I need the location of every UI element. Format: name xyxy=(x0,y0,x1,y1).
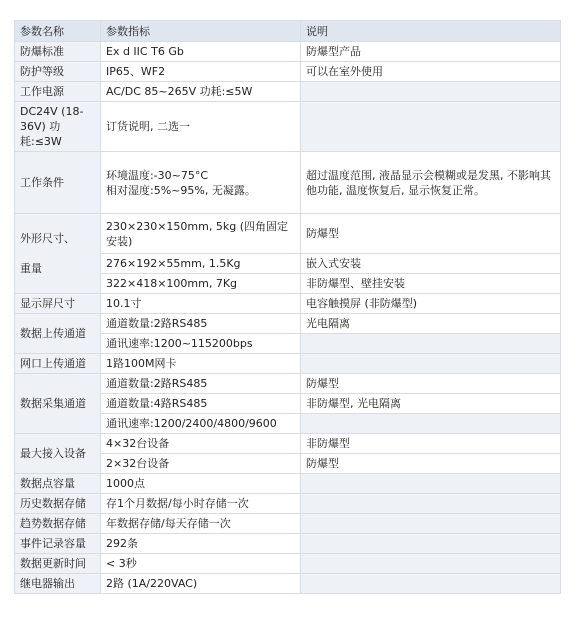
row-value: 1000点 xyxy=(101,474,301,494)
table-row xyxy=(15,494,561,514)
row-name: 数据点容量 xyxy=(15,474,101,494)
row-name: 网口上传通道 xyxy=(15,354,101,374)
spec-table xyxy=(14,20,561,594)
row-note xyxy=(301,534,561,554)
table-row xyxy=(15,434,561,454)
row-value: 292条 xyxy=(101,534,301,554)
table-row xyxy=(15,474,561,494)
row-name: 最大接入设备 xyxy=(15,434,101,474)
row-name: 数据上传通道 xyxy=(15,314,101,354)
row-name: 外形尺寸、 重量 xyxy=(15,214,101,294)
row-name: 数据采集通道 xyxy=(15,374,101,434)
row-note: 非防爆型 xyxy=(301,434,561,454)
row-note: 超过温度范围, 液晶显示会模糊或是发黑, 不影响其他功能, 温度恢复后, 显示恢复正常。 xyxy=(301,152,561,214)
row-name: 防护等级 xyxy=(15,62,101,82)
table-row xyxy=(15,534,561,554)
row-value: 通讯速率:1200~115200bps xyxy=(101,334,301,354)
row-note: 防爆型 xyxy=(301,374,561,394)
row-note xyxy=(301,574,561,594)
header-param-name: 参数名称 xyxy=(15,21,101,42)
row-note: 防爆型 xyxy=(301,214,561,254)
row-name: 继电器输出 xyxy=(15,574,101,594)
spec-table-container xyxy=(14,20,560,594)
row-note xyxy=(301,102,561,152)
row-name: 防爆标准 xyxy=(15,42,101,62)
table-row xyxy=(15,374,561,394)
row-note xyxy=(301,514,561,534)
row-name: 工作电源 xyxy=(15,82,101,102)
row-name: 事件记录容量 xyxy=(15,534,101,554)
row-name: 工作条件 xyxy=(15,152,101,214)
row-note xyxy=(301,474,561,494)
row-note: 防爆型 xyxy=(301,454,561,474)
row-value: AC/DC 85~265V 功耗:≤5W xyxy=(101,82,301,102)
row-value: IP65、WF2 xyxy=(101,62,301,82)
row-value: 276×192×55mm, 1.5Kg xyxy=(101,254,301,274)
row-note: 防爆型产品 xyxy=(301,42,561,62)
row-note xyxy=(301,414,561,434)
row-note xyxy=(301,494,561,514)
row-value: 10.1寸 xyxy=(101,294,301,314)
row-note xyxy=(301,554,561,574)
header-param-value: 参数指标 xyxy=(101,21,301,42)
row-note: 可以在室外使用 xyxy=(301,62,561,82)
row-value: 通讯速率:1200/2400/4800/9600 xyxy=(101,414,301,434)
table-row xyxy=(15,574,561,594)
table-header-row xyxy=(15,21,561,42)
row-name: DC24V (18-36V) 功耗:≤3W xyxy=(15,102,101,152)
row-name: 数据更新时间 xyxy=(15,554,101,574)
row-value: 订货说明, 二选一 xyxy=(101,102,301,152)
table-row xyxy=(15,82,561,102)
table-row xyxy=(15,102,561,152)
table-row xyxy=(15,354,561,374)
row-note: 非防爆型、壁挂安装 xyxy=(301,274,561,294)
row-note: 电容触摸屏 (非防爆型) xyxy=(301,294,561,314)
row-note: 光电隔离 xyxy=(301,314,561,334)
table-row xyxy=(15,554,561,574)
row-value: 年数据存储/每天存储一次 xyxy=(101,514,301,534)
table-row xyxy=(15,314,561,334)
row-value: 322×418×100mm, 7Kg xyxy=(101,274,301,294)
row-value: 1路100M网卡 xyxy=(101,354,301,374)
row-note xyxy=(301,334,561,354)
row-value: 环境温度:-30~75°C 相对湿度:5%~95%, 无凝露。 xyxy=(101,152,301,214)
row-name: 趋势数据存储 xyxy=(15,514,101,534)
row-value: 通道数量:2路RS485 xyxy=(101,374,301,394)
row-note xyxy=(301,354,561,374)
row-value: Ex d IIC T6 Gb xyxy=(101,42,301,62)
row-value: 2×32台设备 xyxy=(101,454,301,474)
row-value: 通道数量:2路RS485 xyxy=(101,314,301,334)
table-row xyxy=(15,514,561,534)
table-row xyxy=(15,294,561,314)
row-note: 非防爆型, 光电隔离 xyxy=(301,394,561,414)
table-row xyxy=(15,152,561,214)
table-row xyxy=(15,62,561,82)
table-row xyxy=(15,214,561,254)
row-value: < 3秒 xyxy=(101,554,301,574)
row-name: 历史数据存储 xyxy=(15,494,101,514)
row-value: 4×32台设备 xyxy=(101,434,301,454)
row-value: 230×230×150mm, 5kg (四角固定安装) xyxy=(101,214,301,254)
row-note: 嵌入式安装 xyxy=(301,254,561,274)
row-value: 通道数量:4路RS485 xyxy=(101,394,301,414)
row-value: 2路 (1A/220VAC) xyxy=(101,574,301,594)
row-name: 显示屏尺寸 xyxy=(15,294,101,314)
row-value: 存1个月数据/每小时存储一次 xyxy=(101,494,301,514)
header-note: 说明 xyxy=(301,21,561,42)
row-note xyxy=(301,82,561,102)
table-row xyxy=(15,42,561,62)
